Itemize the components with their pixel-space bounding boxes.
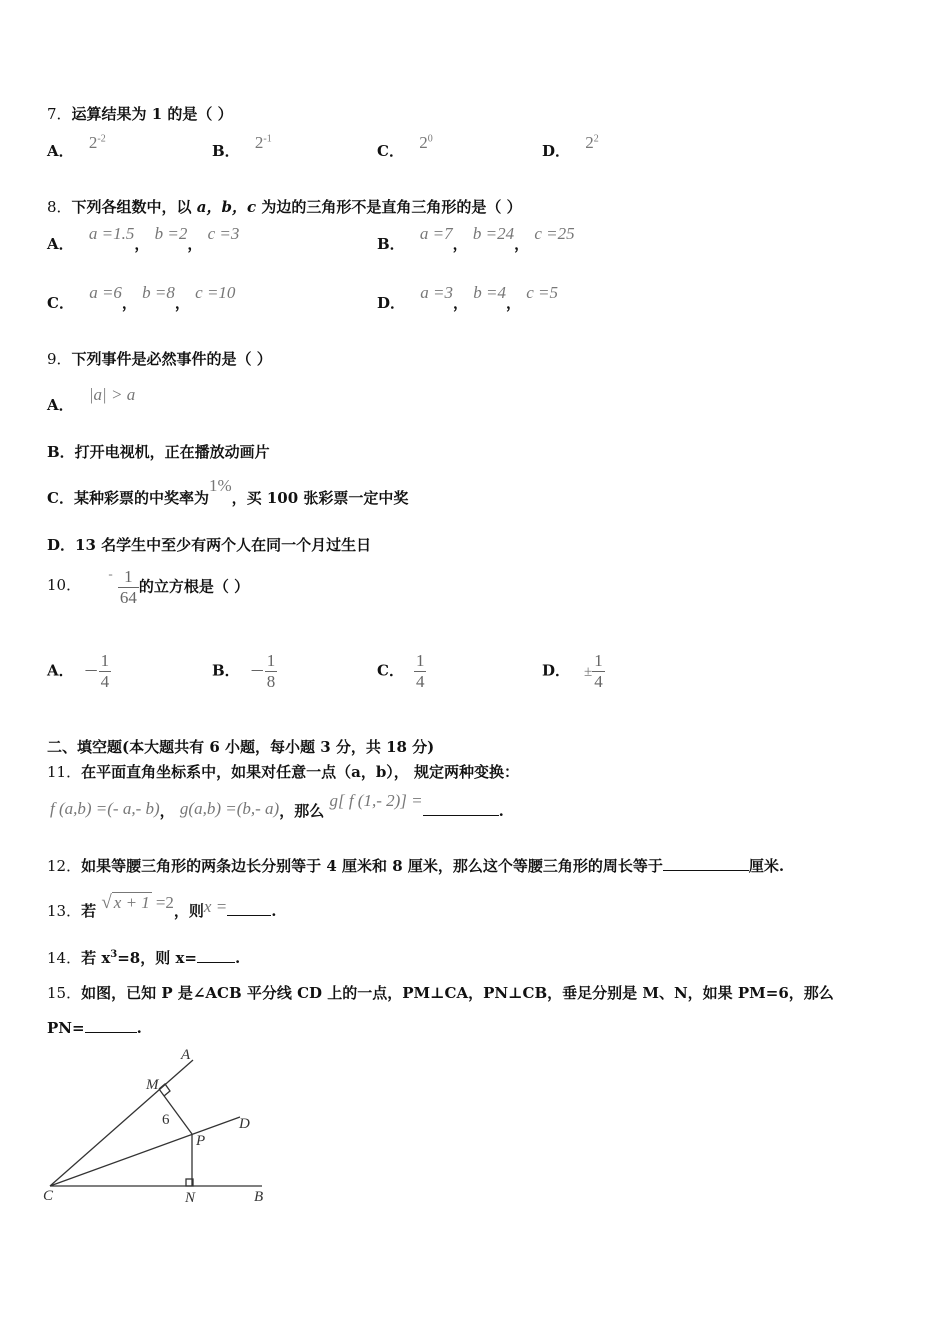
q11-stem-text: 在平面直角坐标系中，如果对任意一点（a，b）， 规定两种变换： [81, 763, 520, 781]
side-c: c =3 [207, 224, 240, 243]
separator: ， [134, 235, 150, 253]
q9-number: 9． [47, 350, 72, 368]
option-label: C． [47, 294, 74, 312]
label-c: C [43, 1188, 54, 1204]
fraction [118, 568, 139, 607]
power-exponent: 0 [427, 133, 433, 145]
q9-option-b: B．打开电视机，正在播放动画片 [47, 443, 270, 461]
q7-option-d [542, 133, 599, 161]
q15-line2 [47, 1019, 142, 1037]
q9-stem-text: 下列事件是必然事件的是（ ） [71, 350, 272, 368]
side-a: a =7 [419, 224, 453, 243]
power-base: 2 [254, 133, 264, 152]
separator: ， [514, 235, 530, 253]
q13-mid: ，则 [173, 902, 204, 920]
option-label: C． [377, 142, 404, 160]
f-definition: f (a,b) =(- a,- b) [50, 799, 160, 818]
denominator: 4 [415, 672, 425, 691]
q11-number: 11． [47, 763, 82, 781]
numerator: 1 [266, 651, 276, 670]
sign: － [83, 661, 99, 680]
label-b: B [254, 1189, 264, 1205]
q8-stem-post: 为边的三角形不是直角三角形的是（ ） [256, 198, 522, 216]
power-exponent: -2 [97, 133, 106, 145]
option-c-text-post: ，买 100 张彩票一定中奖 [231, 489, 409, 507]
q12-stem-text: 如果等腰三角形的两条边长分别等于 4 厘米和 8 厘米，那么这个等腰三角形的周长等于 [81, 857, 663, 875]
separator: ， [159, 802, 175, 820]
side-b: b =4 [473, 283, 506, 302]
label-d: D [239, 1116, 250, 1132]
q12-stem [47, 855, 784, 876]
q7-stem-text: 运算结果为 1 的是（ ） [71, 105, 233, 123]
ray-cd [50, 1117, 240, 1186]
option-label: B． [212, 661, 240, 680]
q13-pre: 若 [81, 902, 97, 920]
denominator: 4 [594, 672, 603, 691]
separator: ， [452, 294, 468, 312]
answer-blank[interactable] [423, 815, 499, 816]
q13-number: 13． [47, 902, 82, 920]
q12-end: 厘米. [748, 857, 785, 875]
math-expression: |a| > a [88, 385, 136, 404]
angle-bisector-figure [38, 1040, 278, 1210]
math-expression [89, 133, 106, 152]
sign: － [249, 661, 265, 680]
power-base: 2 [419, 133, 428, 152]
side-c: c =5 [526, 283, 558, 302]
option-label: D． [542, 661, 571, 680]
exponent: 3 [110, 949, 118, 960]
math-expression [585, 133, 599, 152]
answer-blank[interactable] [227, 915, 271, 916]
q10-stem-text: 的立方根是（ ） [138, 577, 250, 596]
power-exponent: -1 [263, 133, 272, 145]
option-label: D． [542, 142, 571, 160]
option-label: A． [47, 235, 74, 253]
q14-post: =8，则 x= [117, 949, 197, 967]
numerator: 1 [415, 651, 425, 670]
answer-blank[interactable] [197, 962, 235, 963]
period: . [271, 902, 277, 920]
ray-ca [50, 1060, 193, 1186]
q8-number: 8． [47, 198, 72, 216]
period: . [234, 949, 241, 967]
separator: ， [452, 235, 468, 253]
q7-number: 7． [47, 105, 72, 123]
label-n: N [185, 1190, 196, 1206]
q7-option-c [377, 133, 433, 161]
sign: ± [584, 663, 593, 680]
option-c-text: C．某种彩票的中奖率为 [47, 489, 209, 507]
label-a: A [181, 1047, 191, 1063]
q8-option-d [377, 283, 558, 313]
equation-rhs: =2 [155, 893, 174, 912]
sqrt-expression [101, 892, 174, 914]
math-expression [419, 133, 433, 152]
fraction [265, 652, 278, 691]
side-a: a =1.5 [88, 224, 135, 243]
q8-option-a [47, 224, 240, 254]
side-a: a =6 [89, 283, 122, 302]
q10-option-d [542, 652, 605, 691]
q7-stem [47, 103, 233, 124]
q15-stem-text: 如图，已知 P 是∠ACB 平分线 CD 上的一点，PM⊥CA，PN⊥CB，垂足分别是 M、N，如果 PM=6，那么 [81, 984, 834, 1002]
q14-stem [47, 947, 240, 968]
label-m: M [146, 1077, 159, 1093]
q8-stem [47, 196, 522, 217]
q15-stem [47, 982, 834, 1003]
fraction [592, 652, 605, 691]
math-expression [255, 133, 272, 152]
q14-pre: 若 x [81, 949, 111, 967]
option-label: A． [47, 396, 74, 414]
q8-option-b [377, 224, 575, 254]
q15-line2-text: PN= [47, 1019, 85, 1037]
radical-sign: √ [101, 892, 112, 913]
numerator: 1 [100, 651, 110, 670]
power-exponent: 2 [593, 133, 599, 145]
q8-stem-vars: a，b，c [196, 198, 257, 216]
numerator: 1 [594, 651, 603, 670]
option-label: A． [47, 661, 74, 680]
q8-option-c [47, 283, 236, 313]
option-label: C． [377, 661, 404, 680]
section-2-title: 二、填空题(本大题共有 6 小题，每小题 3 分，共 18 分) [47, 738, 435, 756]
q11-stem [47, 761, 519, 782]
label-six: 6 [162, 1112, 170, 1128]
answer-blank[interactable] [663, 870, 749, 871]
variable-x: x = [203, 897, 228, 916]
g-definition: g(a,b) =(b,- a) [179, 799, 280, 818]
side-b: b =8 [142, 283, 175, 302]
q11-then: ，那么 [279, 802, 325, 820]
option-label: B． [377, 235, 405, 253]
q7-option-b [212, 133, 272, 161]
side-b: b =24 [472, 224, 515, 243]
side-b: b =2 [154, 224, 188, 243]
q15-number: 15． [47, 984, 82, 1002]
q11-formula [50, 791, 504, 821]
q9-option-c [47, 476, 409, 508]
q10-option-a [47, 652, 111, 691]
separator: ， [187, 235, 203, 253]
power-base: 2 [88, 133, 98, 152]
q10-option-c [377, 652, 426, 691]
label-p: P [196, 1133, 206, 1149]
q13-stem [47, 892, 277, 922]
separator: ， [174, 294, 190, 312]
radicand: x + 1 [113, 893, 150, 912]
option-label: B． [212, 142, 240, 160]
side-c: c =10 [195, 283, 236, 302]
side-c: c =25 [534, 224, 575, 243]
period: . [136, 1019, 142, 1037]
q10-number: 10． [47, 575, 82, 594]
separator: ， [505, 294, 521, 312]
power-base: 2 [585, 133, 594, 152]
q10-stem [47, 565, 250, 607]
minus-sign: - [108, 565, 113, 581]
math-expression: 1% [208, 476, 232, 495]
q9-stem [47, 348, 272, 369]
option-label: D． [377, 294, 406, 312]
fraction [414, 652, 427, 691]
fraction [99, 652, 112, 691]
side-a: a =3 [420, 283, 453, 302]
q14-number: 14． [47, 949, 82, 967]
q10-option-b [212, 652, 277, 691]
q12-number: 12． [47, 857, 82, 875]
q8-stem-pre: 下列各组数中，以 [71, 198, 197, 216]
denominator: 8 [266, 672, 276, 691]
denominator: 64 [119, 588, 137, 607]
q7-option-a [47, 133, 106, 161]
answer-blank[interactable] [85, 1032, 137, 1033]
q9-option-a [47, 385, 136, 415]
option-label: A． [47, 142, 74, 160]
denominator: 4 [100, 672, 110, 691]
period: . [498, 802, 504, 820]
g-f-expression: g[ f (1,- 2)] = [329, 791, 423, 810]
q9-option-d: D．13 名学生中至少有两个人在同一个月过生日 [47, 536, 372, 554]
numerator: 1 [118, 568, 139, 588]
separator: ， [121, 294, 137, 312]
